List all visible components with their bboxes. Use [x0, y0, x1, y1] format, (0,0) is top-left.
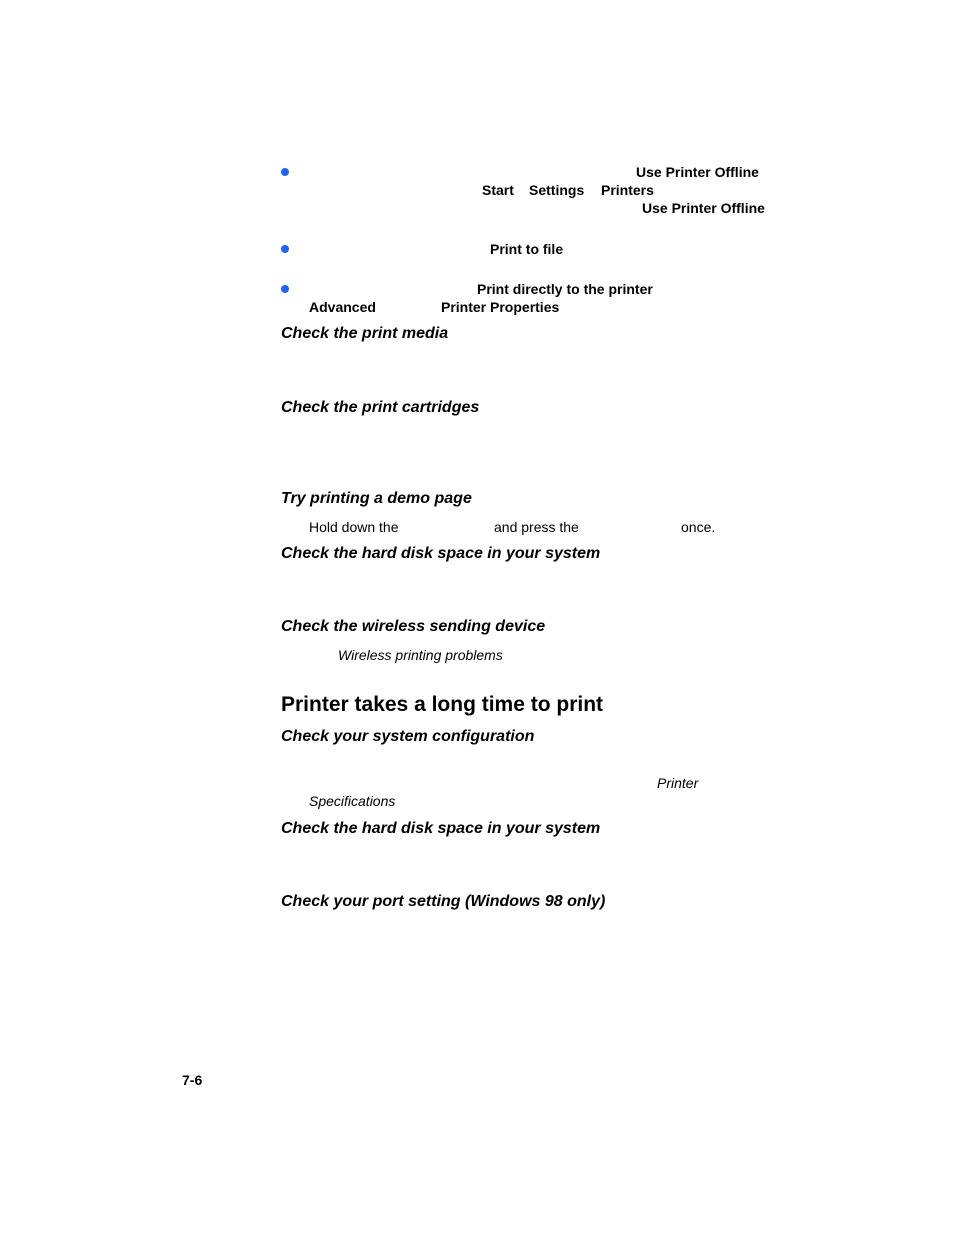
demo-once-text: once. — [681, 519, 716, 535]
heading-system-config: Check your system configuration — [281, 728, 535, 745]
print-to-file-label: Print to file — [490, 241, 564, 257]
heading-print-cartridges: Check the print cartridges — [281, 399, 480, 416]
wireless-problems-link[interactable]: Wireless printing problems — [338, 647, 503, 663]
use-printer-offline-label: Use Printer Offline — [636, 164, 759, 180]
advanced-label: Advanced — [309, 299, 376, 315]
heading-wireless: Check the wireless sending device — [281, 618, 546, 635]
bullet-icon — [281, 285, 289, 293]
printer-specs-link-line1[interactable]: Printer — [657, 775, 699, 791]
bullet-icon — [281, 245, 289, 253]
heading-print-media: Check the print media — [281, 325, 449, 342]
printers-label: Printers — [601, 182, 654, 198]
heading-hard-disk: Check the hard disk space in your system — [281, 545, 601, 562]
start-label: Start — [482, 182, 514, 198]
section-title: Printer takes a long time to print — [281, 693, 604, 716]
bullet-icon — [281, 168, 289, 176]
use-printer-offline-label-2: Use Printer Offline — [642, 200, 765, 216]
demo-hold-text: Hold down the — [309, 519, 399, 535]
settings-label: Settings — [529, 182, 585, 198]
page-number: 7-6 — [182, 1072, 203, 1088]
heading-demo-page: Try printing a demo page — [281, 490, 472, 507]
printer-properties-label: Printer Properties — [441, 299, 560, 315]
printer-specs-link-line2[interactable]: Specifications — [309, 793, 396, 809]
heading-port-setting: Check your port setting (Windows 98 only) — [281, 893, 606, 910]
heading-hard-disk-2: Check the hard disk space in your system — [281, 820, 601, 837]
print-directly-label: Print directly to the printer — [477, 281, 653, 297]
demo-press-text: and press the — [494, 519, 579, 535]
